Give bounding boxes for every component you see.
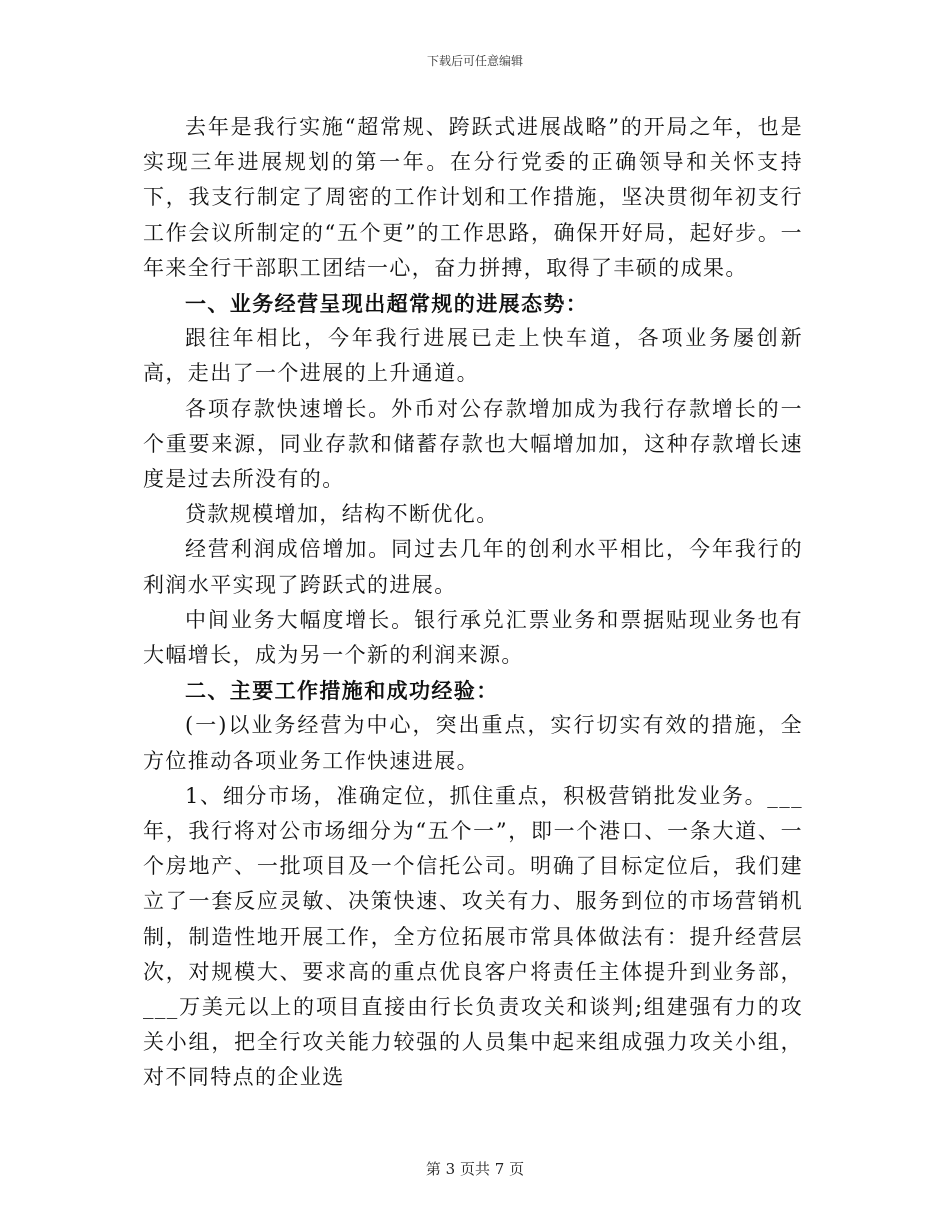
page-header-note: 下载后可任意编辑	[426, 54, 523, 68]
page-footer-number: 第 3 页共 7 页	[425, 1160, 525, 1178]
paragraph-intro: 去年是我行实施“超常规、跨跃式进展战略”的开局之年，也是实现三年进展规划的第一年。在分行党委的正确领导和关怀支持下，我支行制定了周密的工作计划和工作措施，坚决贯彻年初支行工作会议所制定的“五个更”的工作思路，确保开好局，起好步。一年来全行干部职工团结一心，奋力拼搏，取得了丰硕的成果。	[143, 115, 803, 280]
paragraph-profit: 经营利润成倍增加。同过去几年的创利水平相比，今年我行的利润水平实现了跨跃式的进展。	[143, 537, 803, 597]
section-heading-1: 一、业务经营呈现出超常规的进展态势：	[185, 291, 589, 317]
paragraph-intermediate-business: 中间业务大幅度增长。银行承兑汇票业务和票据贴现业务也有大幅增长，成为另一个新的利润来源。	[143, 607, 803, 668]
paragraph-loans: 贷款规模增加，结构不断优化。	[185, 502, 499, 527]
paragraph-progress: 跟往年相比，今年我行进展已走上快车道，各项业务屡创新高，走出了一个进展的上升通道。	[143, 326, 803, 386]
paragraph-measure-1: (一)以业务经营为中心，突出重点，实行切实有效的措施，全方位推动各项业务工作快速进展。	[143, 713, 803, 773]
section-heading-2: 二、主要工作措施和成功经验：	[185, 678, 499, 704]
paragraph-deposits: 各项存款快速增长。外币对公存款增加成为我行存款增长的一个重要来源，同业存款和储蓄存款也大幅增加加，这种存款增长速度是过去所没有的。	[143, 396, 803, 492]
paragraph-market-segmentation: 1、细分市场，准确定位，抓住重点，积极营销批发业务。___年，我行将对公市场细分为“五个一”，即一个港口、一条大道、一个房地产、一批项目及一个信托公司。明确了目标定位后，我们建立了一套反应灵敏、决策快速、攻关有力、服务到位的市场营销机制，制造性地开展工作，全方位拓展市常具体做法有：提升经营层次，对规模大、要求高的重点优良客户将责任主体提升到业务部，___万美元以上的项目直接由行长负责攻关和谈判;组建强有力的攻关小组，把全行攻关能力较强的人员集中起来组成强力攻关小组，对不同特点的企业选	[143, 783, 803, 1090]
document-body	[143, 110, 803, 1096]
